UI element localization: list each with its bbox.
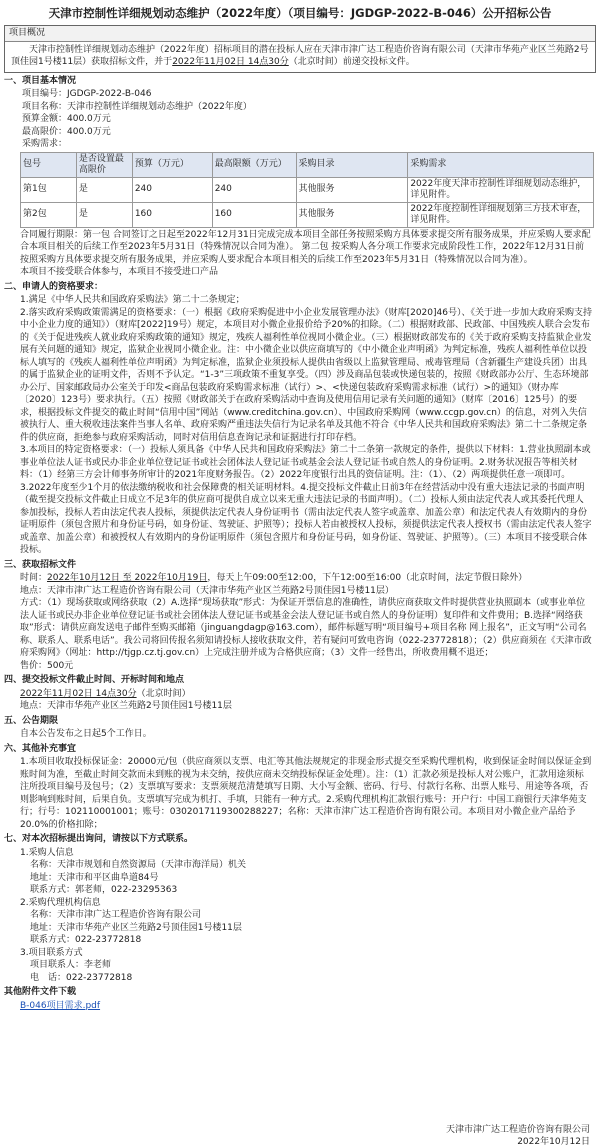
overview-deadline: 2022年11月02日 14点30分 <box>172 57 289 67</box>
need-label: 采购需求： <box>22 139 68 149</box>
buyer-name: 名称：天津市规划和自然资源局（天津市海洋局）机关 <box>30 860 247 870</box>
procurement-table <box>20 152 594 228</box>
get-time-label: 时间： <box>20 573 48 583</box>
no-consortium-note: 本项目不接受联合体参与，本项目不接受进口产品 <box>20 267 219 277</box>
get-method: 方式：（1）现场获取或网络获取（2）A.选择“现场获取”形式：为保证开票信息的准确性，请供应商获取文件时提供营业执照副本（或事业单位法人证书或民办非企业单位登记证书或社会团体法人登记证书或基金会法人登记证书或自然人的身份证明）复印件和文件费用；B.选择“网络获取”形式：请供应商发送电子邮件至购买邮箱（jinguangdagp@163.com），邮件标题写明“项目编号+项目名称 网上报名”，正文写明“公司名称、联系人、联系电话”。我公司将回传报名须知请投标人接收获取文件，若有疑问可致电咨询（022-23772818）；（2）供应商须在《天津市政府采购网》（网址：http://tjgp.cz.tj.gov.cn）上完成注册并成为合格供应商；（3）文件一经售出，所收费用概不退还； <box>20 598 592 658</box>
deadline-time-suffix: （北京时间） <box>136 688 191 699</box>
section-heading: 七、对本次招标提出询问，请按以下方式联系。 <box>4 834 194 844</box>
section-other <box>0 742 600 832</box>
table-cell: 其他服务 <box>296 177 408 202</box>
section-heading: 三、获取招标文件 <box>4 559 77 570</box>
max-price: 最高限价：400.0万元 <box>22 126 111 137</box>
project-contact-title: 3.项目联系方式 <box>20 947 83 958</box>
section-heading: 六、其他补充事宜 <box>4 743 77 754</box>
get-time-suffix: ，每天上午09:00至12:00，下午12:00至16:00（北京时间，法定节假日除外） <box>207 573 528 583</box>
buyer-title: 1.采购人信息 <box>20 847 74 858</box>
project-number: 项目编号：JGDGP-2022-B-046 <box>22 89 152 99</box>
buyer-address: 地址：天津市和平区曲阜道84号 <box>30 872 159 883</box>
overview-box <box>4 25 596 73</box>
signature-org: 天津市津广达工程造价咨询有限公司 <box>445 1124 590 1135</box>
agent-contact: 联系方式：022-23772818 <box>30 935 142 945</box>
table-row <box>21 202 594 227</box>
table-header-cell: 最高限额（万元） <box>212 152 296 177</box>
agent-address: 地址：天津市华苑产业区兰苑路2号顶佳园1号楼11层 <box>30 922 242 933</box>
other-text: 1.本项目收取投标保证金：20000元/包（供应商须以支票、电汇等其他法规规定的非现金形式提交至采购代理机构，收到保证金时间以保证金到账时间为准，至截止时间交款而未到账的视为未交纳，按供应商未交纳投标保证金处理）。注：（1）汇款必须是投标人对公账户，汇款用途须标注所投项目编号及包号；（2）支票填写要求：支票须规范清楚填写日期、大小写金额、密码、行号、付款行名称、出票人账号、用途等各项，否则影响到账时间，后果自负。支票填写完成为机打、手填，只能有一种方式。2.采购代理机构汇款银行账号：开户行：中国工商银行天津华苑支行；行号：102110001001；账号：0302017119300288227；名称：天津市津广达工程造价咨询有限公司。本项目对小微企业产品给予20.0%的价格扣除； <box>20 757 592 830</box>
get-price: 售价：500元 <box>20 660 74 671</box>
deadline-time <box>0 688 600 701</box>
deadline-time-value: 2022年11月02日 14点30分 <box>20 688 137 699</box>
buyer-contact: 联系方式：郭老师，022-23295363 <box>30 885 178 895</box>
table-cell: 2022年度天津市控制性详细规划动态维护，详见附件。 <box>408 177 594 202</box>
table-row <box>21 177 594 202</box>
section-heading: 其他附件文件下载 <box>4 987 77 997</box>
get-place: 地点：天津市津广达工程造价咨询有限公司（天津市华苑产业区兰苑路2号顶佳园1号楼11层） <box>20 585 394 596</box>
section-heading: 五、公告期限 <box>4 715 59 726</box>
contract-period: 合同履行期限：第一包 合同签订之日起至2022年12月31日完成完成本项目全部任务按照采购方具体要求提交所有服务成果，并应采购人要求配合本项目相关的后续工作至2023年5月31日（特殊情况以合同为准）。 第二包 按采购人各分项工作要求完成阶段性工作，2022年12月31日前按照采购方具体要求提交所有服务成果，并应采购人要求配合本项目相关的后续工作至2023年5月31日（特殊情况以合同为准）。 <box>20 229 591 265</box>
section-heading: 一、项目基本情况 <box>4 75 77 86</box>
table-cell: 其他服务 <box>296 202 408 227</box>
notice-period-text: 自本公告发布之日起5个工作日。 <box>20 729 152 739</box>
table-cell: 第2包 <box>21 202 77 227</box>
deadline-place: 地点：天津市华苑产业区兰苑路2号顶佳园1号楼11层 <box>20 701 232 711</box>
signature-date: 2022年10月12日 <box>517 1136 590 1147</box>
table-header-cell: 是否设置最高限价 <box>76 152 132 177</box>
project-contact-person: 项目联系人：李老师 <box>30 960 112 970</box>
qualification-item: 3.本项目的特定资格要求：（一）投标人须具备《中华人民共和国政府采购法》第二十二条第一款规定的条件，提供以下材料：1.营业执照副本或事业单位法人证书或民办非企业单位登记证书或社会团体法人登记证书或基金会法人登记证书或自然人的身份证明。2.财务状况报告等相关材料：（1）经第三方会计师事务所审计的2021年度财务报告。（2）2022年度银行出具的资信证明。注：（1）、（2）两项提供任意一项即可。3.2022年度至少1个月的依法缴纳税收和社会保障费的相关证明材料。4.提交投标文件截止日前3年在经营活动中没有重大违法记录的书面声明（截至提交投标文件截止日成立不足3年的供应商可提供自成立以来无重大违法记录的书面声明）。（二）投标人须由法定代表人或其委托代理人参加投标，投标人若由法定代表人投标，须提供法定代表人身份证明书（需由法定代表人签字或盖章、加盖公章）和法定代表人有效期内的身份证明原件（须包含照片和身份证号码，如身份证、驾驶证、护照等）；投标人若由被授权人投标，须提供法定代表人授权书（需由法定代表人签字或盖章、加盖公章）和被授权人有效期内的身份证明原件（须包含照片和身份证号码，如身份证、驾驶证、护照等）。（三）本项目不接受联合体投标。 <box>20 445 592 555</box>
page-title: 天津市控制性详细规划动态维护（2022年度）（项目编号：JGDGP-2022-B-046）公开招标公告 <box>48 6 552 20</box>
table-cell: 240 <box>212 177 296 202</box>
section-qualifications <box>0 280 600 557</box>
section-heading: 四、提交投标文件截止时间、开标时间和地点 <box>4 675 185 685</box>
section-deadline <box>0 673 600 713</box>
project-name: 项目名称：天津市控制性详细规划动态维护（2022年度） <box>22 101 252 112</box>
attachment-link[interactable]: B-046项目需求.pdf <box>20 1000 101 1011</box>
overview-header: 项目概况 <box>5 26 595 42</box>
overview-text-prefix: 天津市控制性详细规划动态维护（2022年度）招标项目的潜在投标人应在天津市津广达工程造价咨询有限公司（天津市华苑产业区兰苑路2号顶佳园1号楼11层）获取招标文件，并于 <box>11 44 589 67</box>
section-get-documents <box>0 558 600 673</box>
section-heading: 二、申请人的资格要求： <box>4 281 104 292</box>
table-header-cell: 采购需求 <box>408 152 594 177</box>
table-header-cell: 采购目录 <box>296 152 408 177</box>
table-header-cell: 预算（万元） <box>132 152 212 177</box>
qualification-item: 2.落实政府采购政策需满足的资格要求：（一）根据《政府采购促进中小企业发展管理办法》（财库[2020]46号）、《关于进一步加大政府采购支持中小企业力度的通知》）（财库[2022]19号）规定，本项目对小微企业报价给予20%的扣除。（二）根据财政部、民政部、中国残疾人联合会发布的《关于促进残疾人就业政府采购政策的通知》规定，残疾人福利性单位视同小微企业。（三）根据财政部发布的《关于政府采购支持监狱企业发展有关问题的通知》规定，监狱企业视同小微企业。注：中小微企业以供应商填写的《中小微企业声明函》为判定标准，残疾人福利性单位以投标人填写的《残疾人福利性单位声明函》为判定标准，监狱企业须投标人提供由省级以上监狱管理局、戒毒管理局（含新疆生产建设兵团）出具的属于监狱企业的证明文件，否则不予认定。“1-3”三项政策不重复享受。（四）涉及商品包装或快递包装的，按照《财政部办公厅、生态环境部办公厅、国家邮政局办公室关于印发<商品包装政府采购需求标准（试行）>、<快递包装政府采购需求标准（试行）>的通知》（财办库〔2020〕123号）要求执行。（五）按照《财政部关于在政府采购活动中查询及使用信用记录有关问题的通知》（财库〔2016〕125号）的要求，根据投标文件提交的截止时间“信用中国”网站（www.creditchina.gov.cn）、中国政府采购网（www.ccgp.gov.cn）的信息，对列入失信被执行人、重大税收违法案件当事人名单、政府采购严重违法失信行为记录名单及其他不符合《中华人民共和国政府采购法》第二十二条规定条件的供应商，拒绝参与政府采购活动，同时对信用信息查询记录和证据进行打印存档。 <box>20 307 592 443</box>
table-header-row <box>21 152 594 177</box>
table-cell: 240 <box>132 177 212 202</box>
section-basic-info <box>0 74 600 279</box>
budget: 预算金额：400.0万元 <box>22 114 111 124</box>
table-cell: 160 <box>132 202 212 227</box>
overview-text-suffix: （北京时间）前递交投标文件。 <box>288 57 415 67</box>
table-cell: 2022年度控制性详细规划第三方技术审查，详见附件。 <box>408 202 594 227</box>
table-cell: 160 <box>212 202 296 227</box>
table-cell: 第1包 <box>21 177 77 202</box>
section-contacts <box>0 832 600 984</box>
agent-name: 名称：天津市津广达工程造价咨询有限公司 <box>30 910 202 920</box>
overview-text <box>5 42 595 72</box>
get-time-value: 2022年10月12日 至 2022年10月19日 <box>47 573 208 583</box>
table-cell: 是 <box>76 177 132 202</box>
project-contact-phone: 电 话：022-23772818 <box>30 972 133 983</box>
agent-title: 2.采购代理机构信息 <box>20 897 101 908</box>
qualification-item: 1.满足《中华人民共和国政府采购法》第二十二条规定； <box>20 295 245 305</box>
get-time <box>0 572 600 585</box>
table-cell: 是 <box>76 202 132 227</box>
table-header-cell: 包号 <box>21 152 77 177</box>
section-attachments <box>0 985 600 1012</box>
section-notice-period <box>0 714 600 741</box>
